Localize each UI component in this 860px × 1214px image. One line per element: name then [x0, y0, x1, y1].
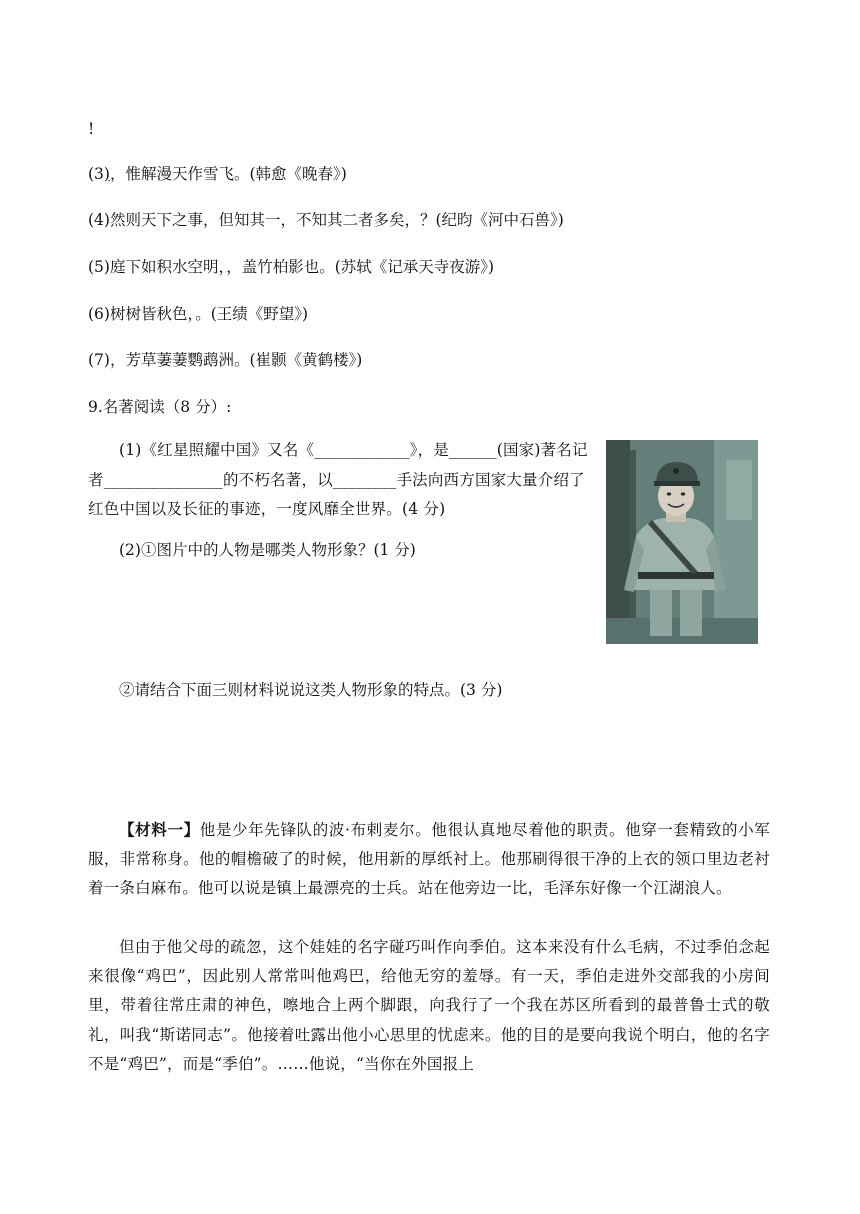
- question-7: (7)，芳草萋萋鹦鹉洲。(崔颢《黄鹤楼》): [88, 351, 363, 369]
- material-1-text: 他是少年先锋队的波·布剌麦尔。他很认真地尽着他的职责。他穿一套精致的小军服，非常称身。他的帽檐破了的时候，他用新的厚纸衬上。他那刷得很干净的上衣的领口里边老衬着一条白麻布。他可以说是镇上最漂亮的士兵。站在他旁边一比，毛泽东好像一个江湖浪人。: [88, 821, 770, 898]
- boy-soldier-image: [606, 440, 758, 644]
- section-9-question-2a: (2)①图片中的人物是哪类人物形象？(1 分): [119, 541, 416, 559]
- boy-soldier-photo: [606, 440, 758, 644]
- question-3-text: ，惟解漫天作雪飞。(韩愈《晚春》): [109, 165, 347, 183]
- material-1-paragraph-1: [88, 815, 770, 904]
- question-3: [88, 164, 347, 184]
- section-9-heading: 9.名著阅读（8 分）:: [88, 398, 232, 416]
- question-3-number: (3: [88, 165, 104, 183]
- question-3-paren: ): [103, 165, 110, 183]
- question-6: (6)树树皆秋色，。(王绩《野望》): [88, 305, 309, 323]
- material-1-paragraph-2: 但由于他父母的疏忽，这个娃娃的名字碰巧叫作向季伯。这本来没有什么毛病，不过季伯念起来很像“鸡巴”，因此别人常常叫他鸡巴，给他无穷的羞辱。有一天，季伯走进外交部我的小房间里，带着往常庄肃的神色，嚓地合上两个脚跟，向我行了一个我在苏区所看到的最普鲁士式的敬礼，叫我“斯诺同志”。他接着吐露出他小心思里的忧虑来。他的目的是要向我说个明白，他的名字不是“鸡巴”，而是“季伯”。……他说，“当你在外国报上: [88, 938, 770, 1073]
- exclamation-line: !: [88, 120, 95, 138]
- question-4: (4)然则天下之事，但知其一，不知其二者多矣，？(纪昀《河中石兽》): [88, 211, 564, 229]
- section-9-question-2b: ②请结合下面三则材料说说这类人物形象的特点。(3 分): [119, 681, 503, 699]
- section-9-question-1: (1)《红星照耀中国》又名《____________》，是______(国家)著名记者_______________的不朽名著，以________手法向西方国家大量介绍了红色中国以及长征的事迹，一度风靡全世界。(4 分): [88, 441, 588, 518]
- question-5: (5)庭下如积水空明，，盖竹柏影也。(苏轼《记承天寺夜游》): [88, 258, 495, 276]
- material-1-label: 【材料一】: [119, 820, 200, 839]
